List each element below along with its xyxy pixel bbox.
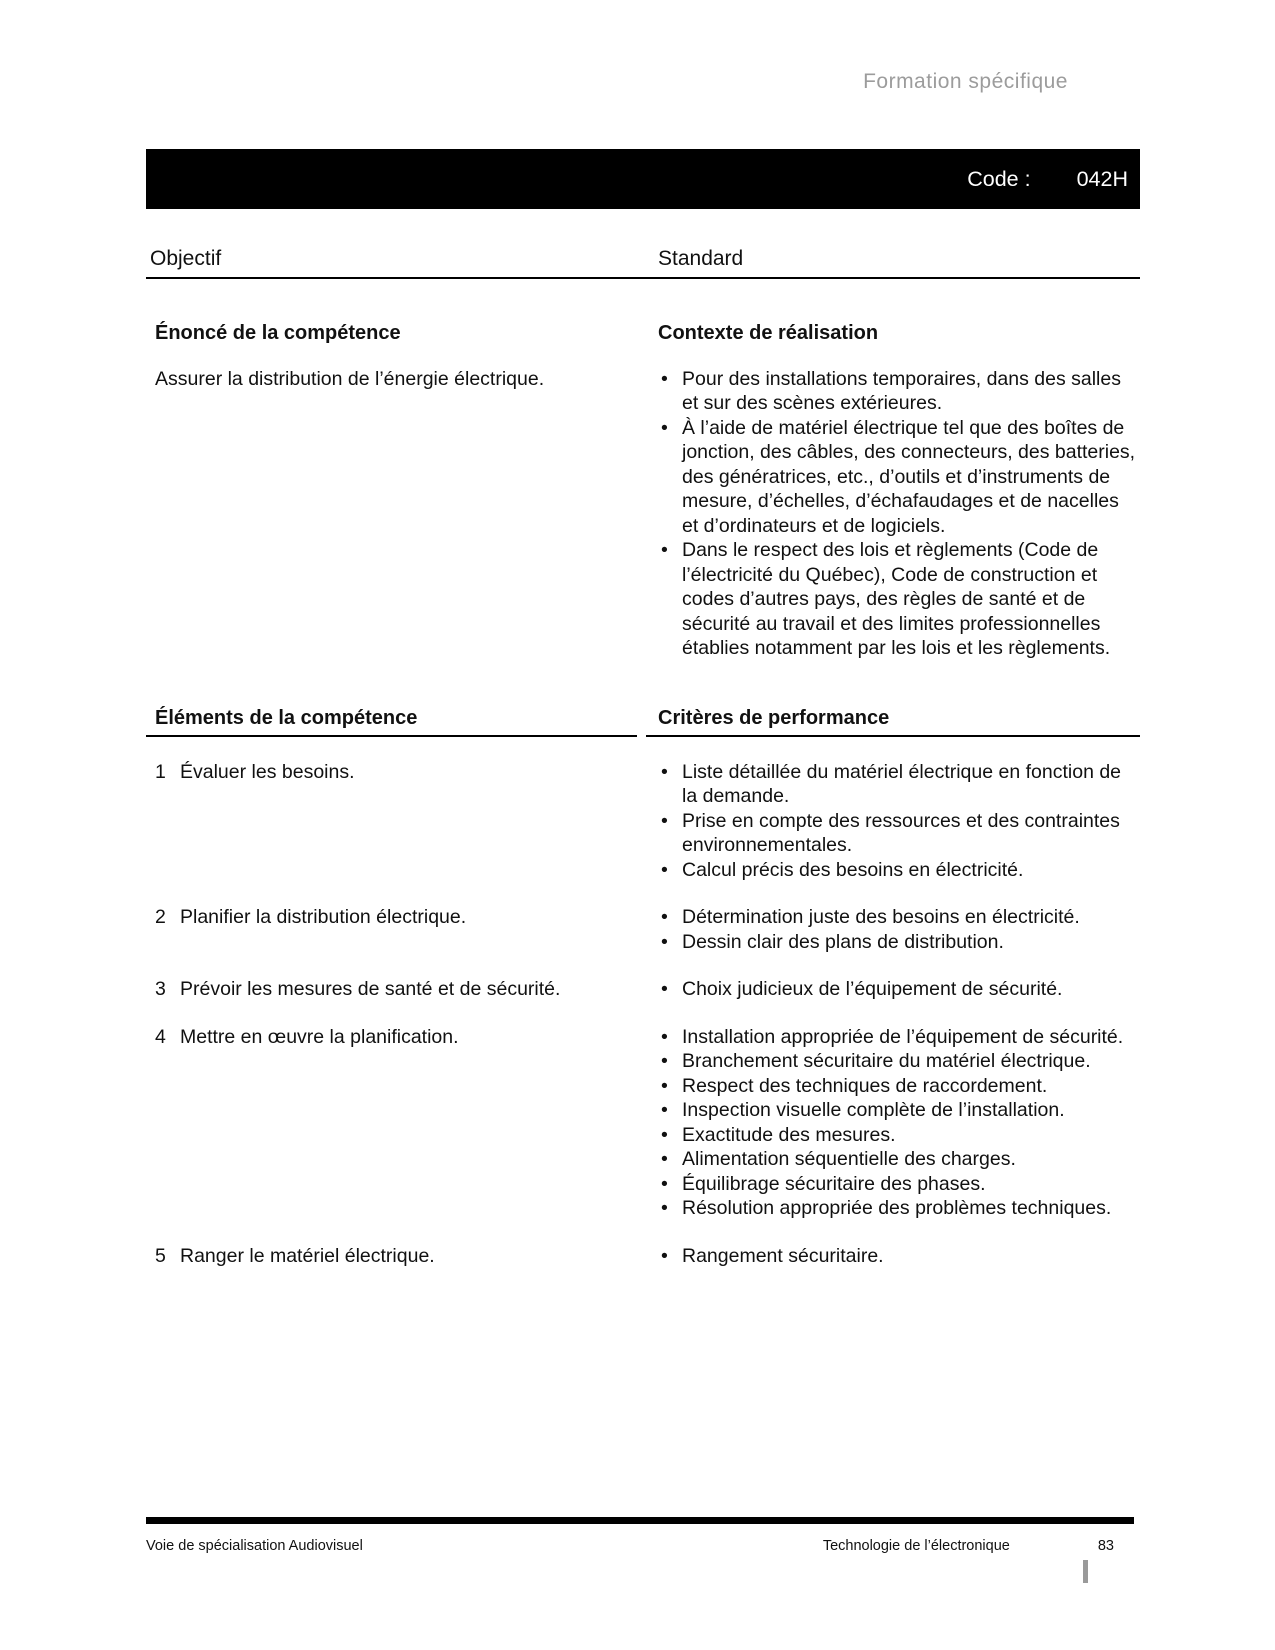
elements-header-row	[146, 707, 1140, 737]
criteria-cell	[646, 905, 1140, 954]
context-column	[646, 321, 1140, 661]
context-bullet: • Pour des installations temporaires, dans des salles et sur des scènes extérieures.	[658, 367, 1140, 416]
criterion: • Inspection visuelle complète de l’installation.	[658, 1098, 1140, 1123]
criterion: • Choix judicieux de l’équipement de sécurité.	[658, 977, 1140, 1002]
competence-title: Énoncé de la compétence	[155, 322, 401, 344]
criterion: • Respect des techniques de raccordement.	[658, 1074, 1140, 1099]
element-label-cell	[146, 1025, 637, 1221]
element-label-cell	[146, 905, 637, 954]
context-title: Contexte de réalisation	[658, 322, 879, 344]
code-value: 042H	[1076, 166, 1128, 191]
element-label: Ranger le matériel électrique.	[180, 1244, 435, 1267]
page-footer	[146, 1517, 1134, 1554]
element-number: 1	[155, 760, 166, 783]
criterion: • Branchement sécuritaire du matériel électrique.	[658, 1049, 1140, 1074]
table-header-row	[146, 247, 1140, 279]
criterion: • Prise en compte des ressources et des contraintes environnementales.	[658, 809, 1140, 858]
context-bullet: • Dans le respect des lois et règlements (Code de l’électricité du Québec), Code de construction et codes d’autres pays, des règles de santé et de sécurité au travail et des limites professionnelles établies notamment par les lois et les règlements.	[658, 538, 1140, 661]
element-label: Évaluer les besoins.	[180, 760, 355, 783]
element-row	[146, 977, 1140, 1002]
footer-left-text: Voie de spécialisation Audiovisuel	[146, 1538, 363, 1554]
element-number: 4	[155, 1025, 166, 1048]
context-bullet: • À l’aide de matériel électrique tel que des boîtes de jonction, des câbles, des connecteurs, des batteries, des génératrices, etc., d’outils et d’instruments de mesure, d’échelles, d’échafaudages et de nacelles et d’ordinateurs et de logiciels.	[658, 416, 1140, 539]
criterion: • Rangement sécuritaire.	[658, 1244, 1140, 1269]
element-row	[146, 1025, 1140, 1221]
element-label-cell	[146, 760, 637, 883]
criterion: • Exactitude des mesures.	[658, 1123, 1140, 1148]
element-row	[146, 1244, 1140, 1269]
elements-title: Éléments de la compétence	[146, 707, 637, 737]
elements-rows	[146, 760, 1140, 1269]
criterion: • Alimentation séquentielle des charges.	[658, 1147, 1140, 1172]
element-label-cell	[146, 1244, 637, 1269]
code-label: Code :	[967, 166, 1031, 191]
element-label: Mettre en œuvre la planification.	[180, 1025, 459, 1048]
document-section-header: Formation spécifique	[863, 70, 1068, 93]
criteria-cell	[646, 977, 1140, 1002]
criteria-cell	[646, 1244, 1140, 1269]
page-edge-mark	[1083, 1560, 1088, 1583]
element-row	[146, 760, 1140, 883]
element-number: 3	[155, 978, 166, 1000]
element-label: Prévoir les mesures de santé et de sécurité.	[180, 978, 561, 1000]
criteria-cell	[646, 1025, 1140, 1221]
element-number: 2	[155, 906, 166, 928]
element-label: Planifier la distribution électrique.	[180, 906, 467, 928]
context-bullet-list	[658, 367, 1140, 661]
competence-section	[146, 321, 1140, 661]
criterion: • Installation appropriée de l’équipement de sécurité.	[658, 1025, 1140, 1050]
competence-statement: Assurer la distribution de l’énergie électrique.	[155, 367, 545, 390]
criterion: • Équilibrage sécuritaire des phases.	[658, 1172, 1140, 1197]
element-row	[146, 905, 1140, 954]
standard-header: Standard	[658, 247, 744, 270]
competence-left-column	[146, 321, 637, 661]
criteria-cell	[646, 760, 1140, 883]
criteria-title: Critères de performance	[646, 707, 1140, 737]
footer-right-text: Technologie de l’électronique	[822, 1538, 1010, 1554]
page-number: 83	[1097, 1538, 1114, 1554]
code-bar	[146, 149, 1140, 209]
element-number: 5	[155, 1244, 166, 1267]
criterion: • Liste détaillée du matériel électrique en fonction de la demande.	[658, 760, 1140, 809]
page-content	[146, 0, 1140, 1268]
objectif-header: Objectif	[150, 247, 222, 270]
element-label-cell	[146, 977, 637, 1002]
footer-rule	[146, 1517, 1134, 1524]
criterion: • Calcul précis des besoins en électricité.	[658, 858, 1140, 883]
criterion: • Résolution appropriée des problèmes techniques.	[658, 1196, 1140, 1221]
criterion: • Dessin clair des plans de distribution.	[658, 930, 1140, 955]
criterion: • Détermination juste des besoins en électricité.	[658, 905, 1140, 930]
